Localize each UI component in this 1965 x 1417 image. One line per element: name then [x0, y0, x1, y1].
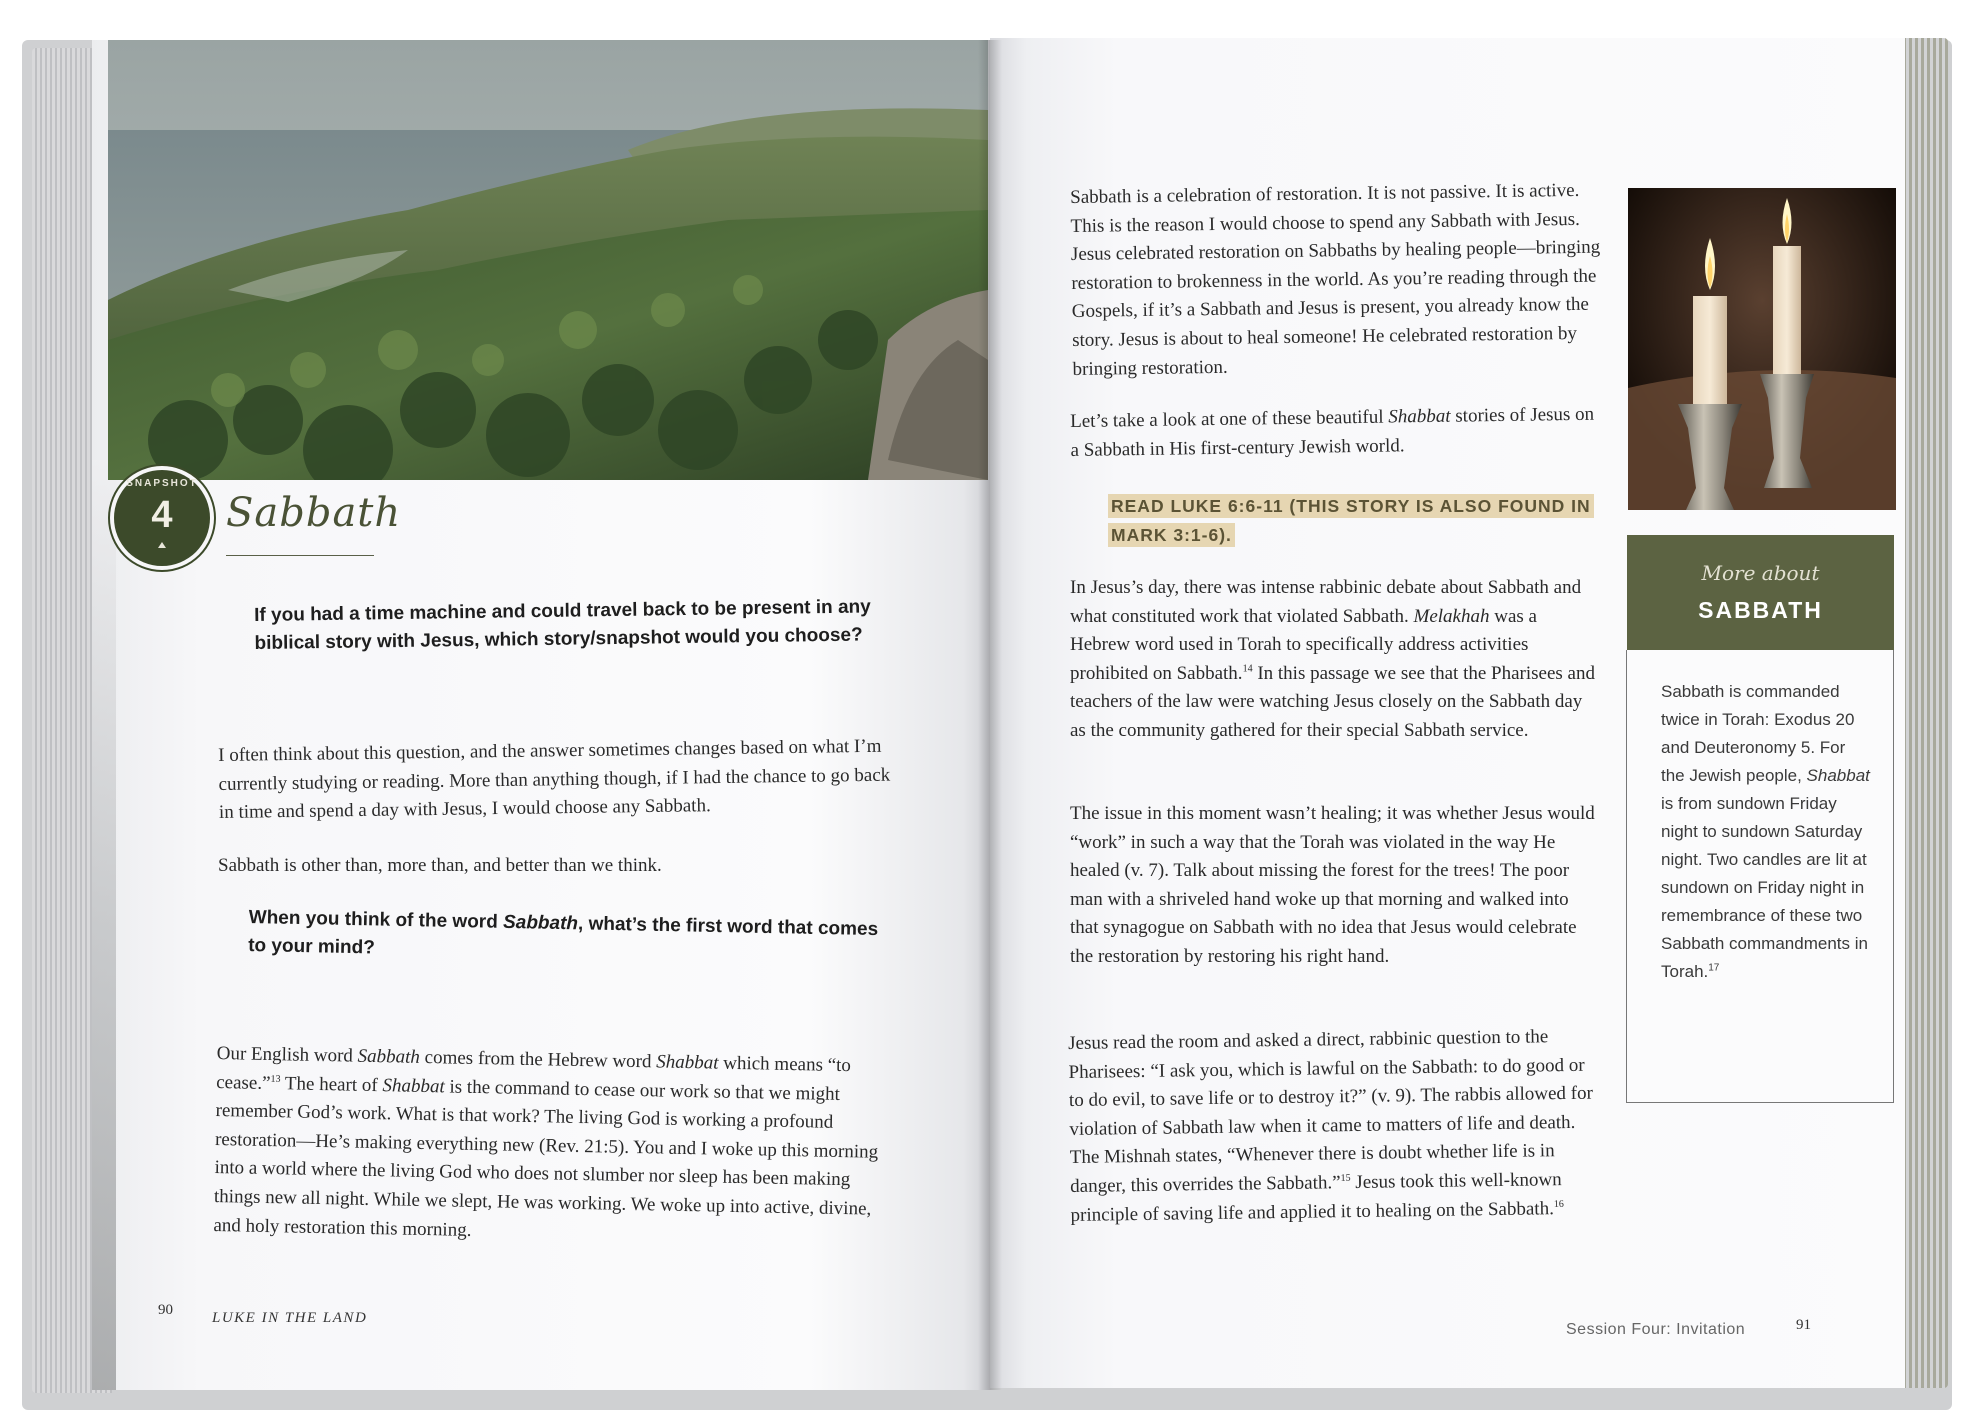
left-paragraph-3: Our English word Sabbath comes from the Hebrew word Shabbat which means “to cease.”$^{13}$ The heart of Shabbat is the command to cease our work so that we might remember God’s work. What is that work? The living God is working a profound restoration—He’s making everything new (Rev. 21:5). You and I woke up this morning into a world where the living God who does not slumber nor sleep has been making things new all night. While we slept, He was working. We woke up into active, divine, and holy restoration this morning.	[213, 1042, 879, 1241]
footnote-14: 14	[1242, 663, 1253, 675]
right-paragraph-5: Jesus read the room and asked a direct, rabbinic question to the Pharisees: “I ask you, which is lawful on the Sabbath: to do good or to do evil, to save life or to destroy it?” (v. 9). The rabbis allowed for violation of Sabbath law when it came to matters of life and death. The Mishnah states, “Whenever there is doubt whether life is in danger, this overrides the Sabbath.”$^{15}$ Jesus took this well-known principle of saving life and applied it to healing on the Sabbath.$^{16}$	[1068, 1026, 1594, 1226]
badge-arrow-icon	[158, 542, 166, 548]
left-running-head: LUKE IN THE LAND	[212, 1310, 368, 1326]
landscape-photo	[108, 40, 988, 480]
aside-header	[1627, 535, 1894, 650]
aside-body: Sabbath is commanded twice in Torah: Exodus 20 and Deuteronomy 5. For the Jewish people, Shabbat is from sundown Friday night to sundown Saturday night. Two candles are lit at sundown on Friday night in remembrance of these two Sabbath commandments in Torah.$^{17}$	[1661, 682, 1870, 981]
snapshot-badge-label: SNAPSHOT	[126, 478, 198, 489]
left-page-number: 90	[158, 1302, 173, 1318]
right-paragraph-2: Let’s take a look at one of these beautiful Shabbat stories of Jesus on a Sabbath in His first-century Jewish world.	[1070, 403, 1595, 461]
title-underline	[226, 555, 374, 556]
aside-box	[1626, 650, 1894, 1103]
candles-photo	[1628, 188, 1896, 510]
section-title: Sabbath	[226, 490, 402, 536]
book-gutter	[978, 40, 1002, 1390]
right-running-head: Session Four: Invitation	[1566, 1321, 1746, 1338]
page-edges-right	[1900, 38, 1948, 1388]
aside-kicker: More about	[1701, 561, 1820, 585]
left-paragraph-1: I often think about this question, and the answer sometimes changes based on what I’m currently studying or reading. More than anything though, if I had the chance to go back in time and spend a day with Jesus, I would choose any Sabbath.	[218, 735, 891, 824]
aside-title: SABBATH	[1698, 597, 1823, 623]
snapshot-badge	[114, 470, 210, 566]
right-paragraph-3: In Jesus’s day, there was intense rabbinic debate about Sabbath and what constituted work that violated Sabbath. Melakhah was a Hebrew word used in Torah to specifically address activities prohibited on Sabbath.$^{14}$ In this passage we see that the Pharisees and teachers of the law were watching Jesus closely on the Sabbath day as the community gathered for their special Sabbath service.	[1070, 577, 1595, 741]
footnote-16: 16	[1553, 1198, 1564, 1210]
footnote-15: 15	[1340, 1172, 1351, 1184]
footnote-17: 17	[1708, 962, 1720, 974]
snapshot-badge-number: 4	[151, 494, 173, 536]
read-scripture-callout: READ LUKE 6:6-11 (THIS STORY IS ALSO FOUND IN MARK 3:1-6).	[1108, 492, 1598, 550]
right-page-number: 91	[1796, 1317, 1811, 1333]
right-paragraph-1: Sabbath is a celebration of restoration. It is not passive. It is active. This is the reason I would choose to spend any Sabbath with Jesus. Jesus celebrated restoration on Sabbaths by healing people—bringing restoration to brokenness in the world. As you’re reading through the Gospels, if it’s a Sabbath and Jesus is present, you already know the story. Jesus is about to heal someone! He celebrated restoration by bringing restoration.	[1070, 179, 1601, 380]
reflection-question-2: When you think of the word Sabbath, what’s the first word that comes to your mind?	[248, 906, 879, 959]
footnote-13: 13	[270, 1073, 281, 1085]
left-paragraph-2: Sabbath is other than, more than, and better than we think.	[218, 855, 662, 876]
right-paragraph-4: The issue in this moment wasn’t healing; it was whether Jesus would “work” in such a way that the Torah was violated in the way He healed (v. 7). Talk about missing the forest for the trees! The poor man with a shriveled hand woke up that morning and walked into that synagogue on Sabbath with no idea that Jesus would celebrate the restoration by restoring his right hand.	[1070, 803, 1595, 967]
reflection-question-1: If you had a time machine and could travel back to be present in any biblical story with Jesus, which story/snapshot would you choose?	[254, 596, 871, 654]
left-page-photo-bleed	[92, 460, 116, 1390]
